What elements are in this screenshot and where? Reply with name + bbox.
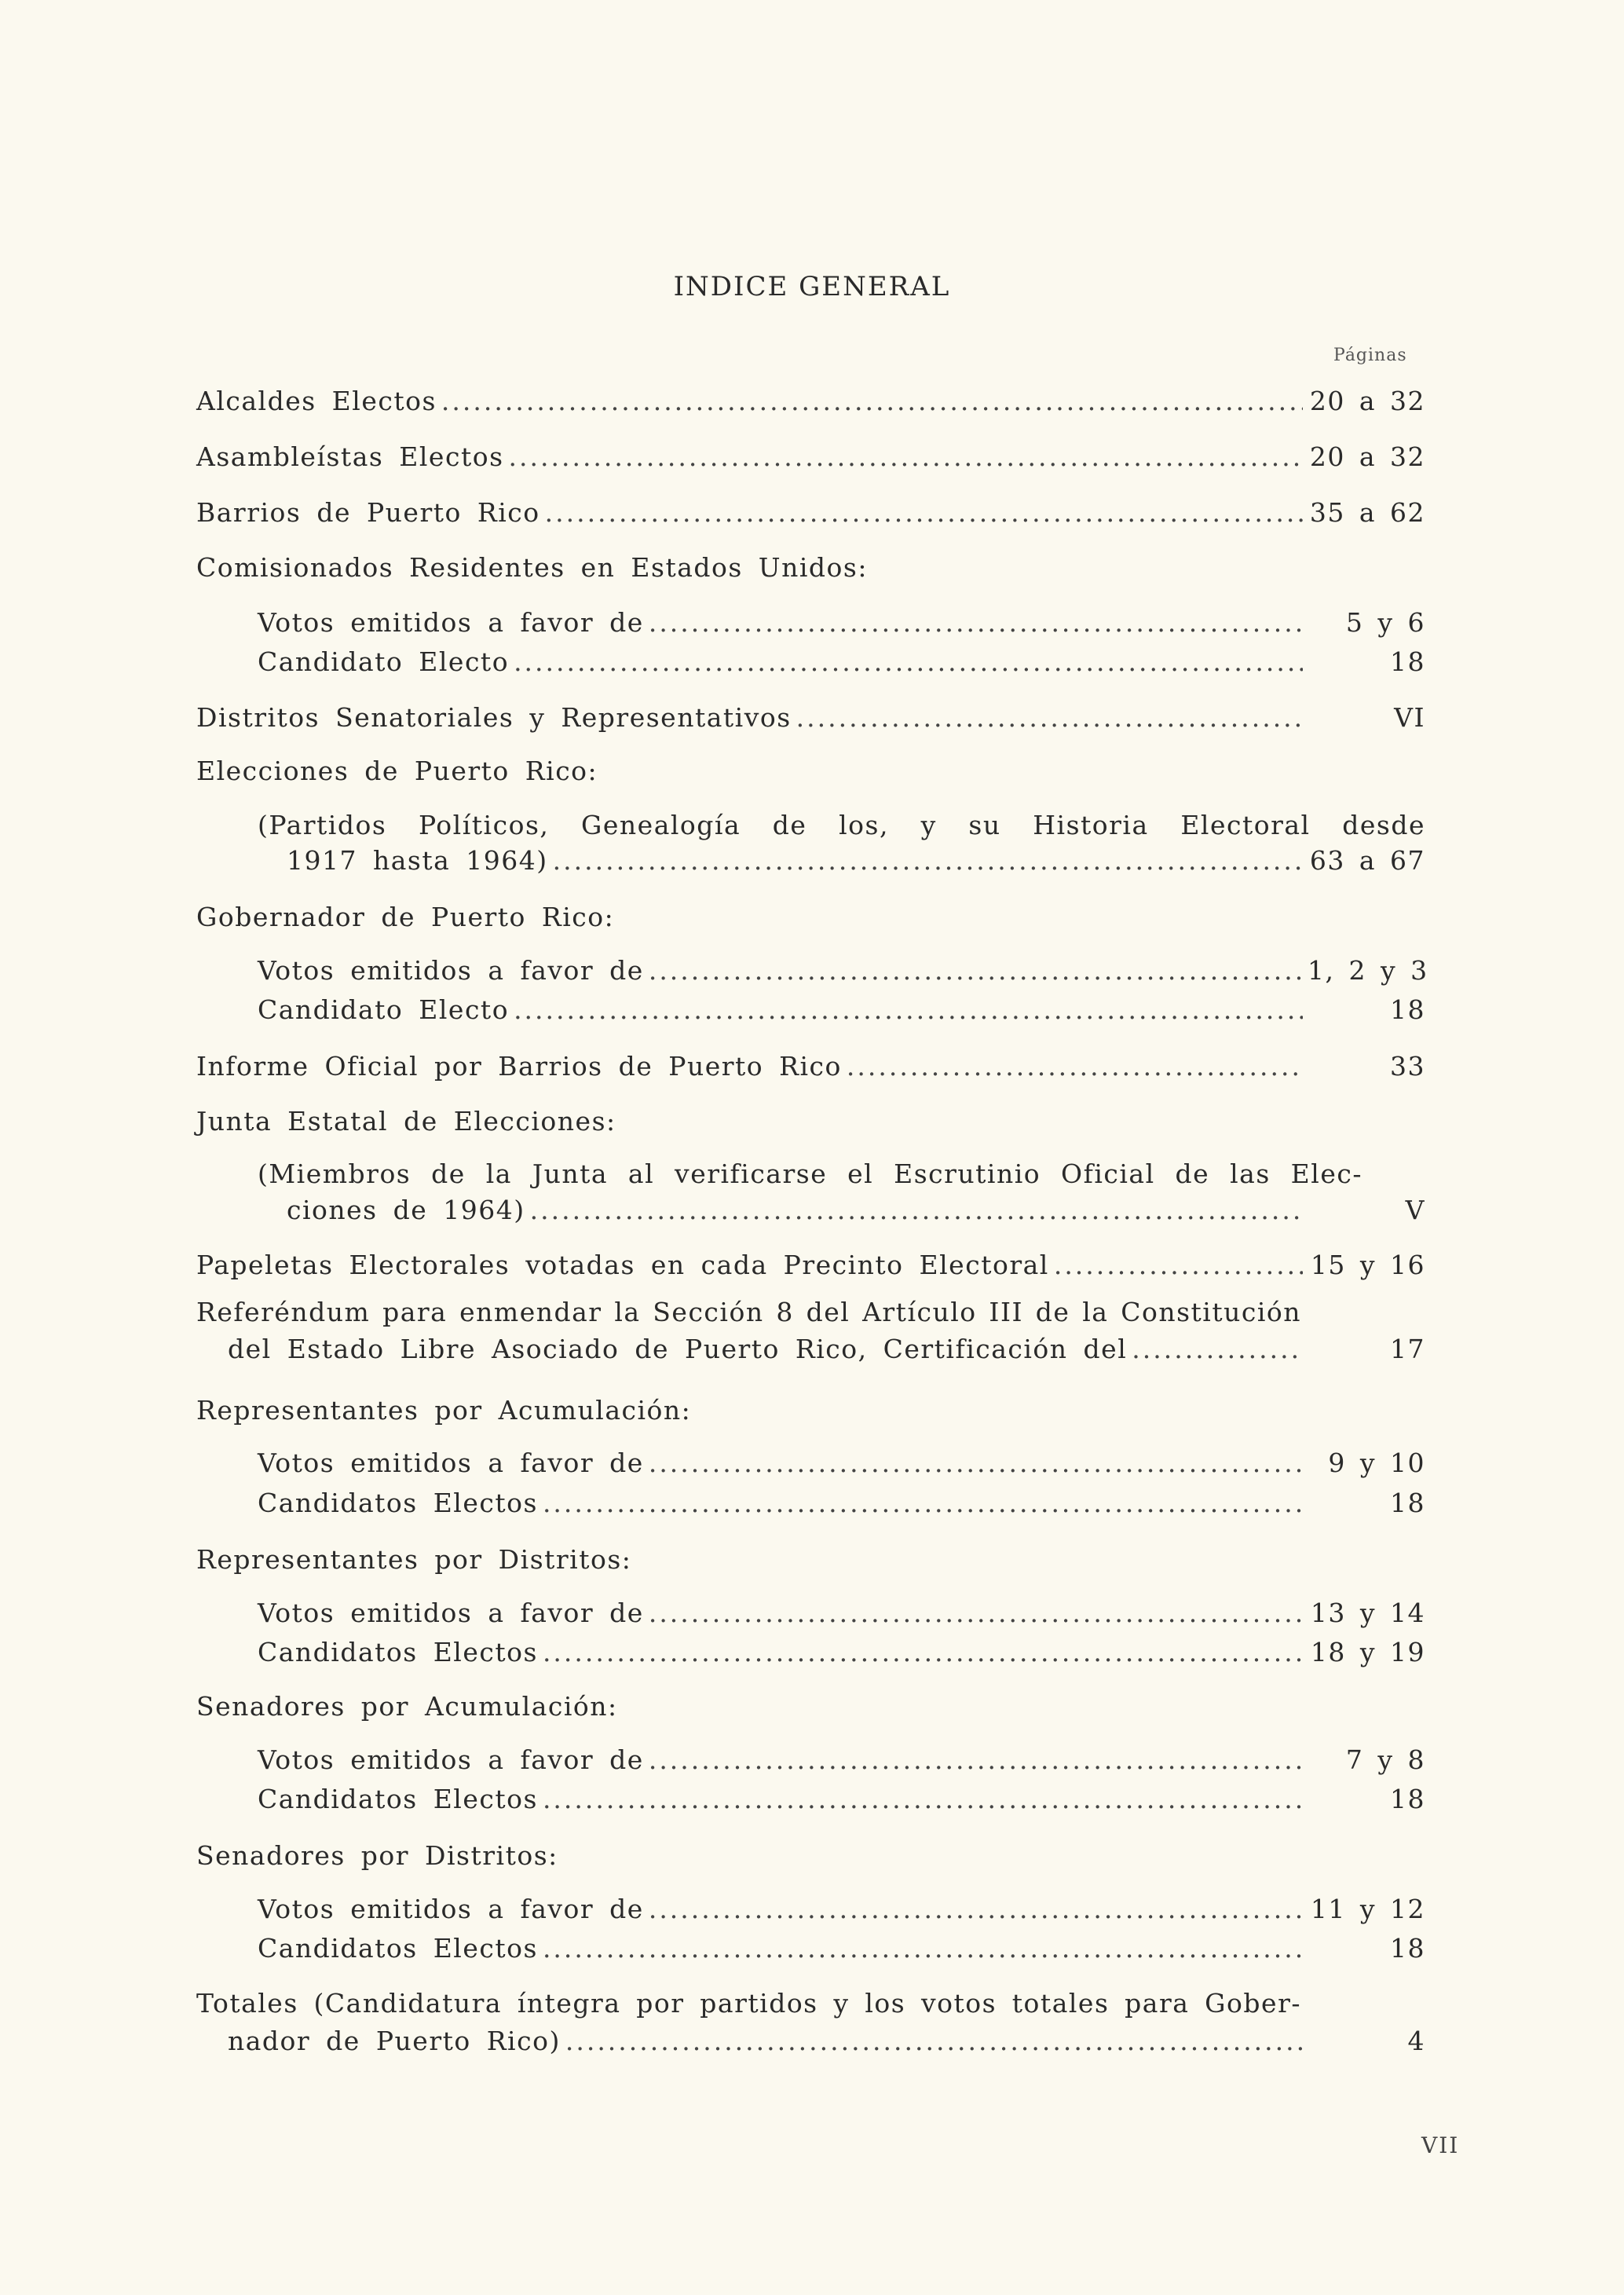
toc-entry-label: Candidatos Electos bbox=[258, 1488, 538, 1518]
toc-entry-label: nador de Puerto Rico) bbox=[228, 2026, 561, 2056]
toc-entry-pages: 18 bbox=[1390, 994, 1425, 1025]
dot-leader bbox=[1054, 1249, 1303, 1282]
toc-entry-pages: 1, 2 y 3 bbox=[1308, 955, 1428, 986]
toc-entry-pages: 15 y 16 bbox=[1310, 1250, 1425, 1280]
toc-entry-referendum[interactable] bbox=[228, 1333, 1425, 1366]
toc-entry-pages: 18 y 19 bbox=[1310, 1637, 1425, 1667]
dot-leader bbox=[543, 1932, 1303, 1965]
toc-heading-junta: Junta Estatal de Elecciones: bbox=[196, 1106, 616, 1137]
dot-leader bbox=[649, 954, 1303, 987]
pages-column-heading: Páginas bbox=[1333, 346, 1407, 365]
dot-leader bbox=[796, 701, 1303, 734]
toc-entry-pages: 5 y 6 bbox=[1345, 607, 1425, 638]
toc-entry-elecciones[interactable] bbox=[287, 844, 1425, 877]
toc-entry-rep-acumulacion-candidatos[interactable] bbox=[258, 1487, 1425, 1520]
toc-entry-label: Candidatos Electos bbox=[258, 1784, 538, 1814]
toc-entry-comisionados-votos[interactable] bbox=[258, 606, 1425, 639]
toc-heading-rep-distritos: Representantes por Distritos: bbox=[196, 1544, 632, 1575]
page-number: VII bbox=[1421, 2132, 1460, 2158]
toc-entry-pages: 9 y 10 bbox=[1328, 1448, 1425, 1478]
toc-heading-sen-acumulacion: Senadores por Acumulación: bbox=[196, 1691, 618, 1722]
toc-entry-rep-distritos-candidatos[interactable] bbox=[258, 1636, 1425, 1669]
toc-entry-pages: 18 bbox=[1390, 1933, 1425, 1964]
toc-entry-label: Asambleístas Electos bbox=[196, 441, 504, 472]
toc-entry-label: Papeletas Electorales votadas en cada Precinto Electoral bbox=[196, 1250, 1049, 1280]
dot-leader bbox=[553, 844, 1303, 877]
toc-entry-label: Alcaldes Electos bbox=[196, 386, 437, 416]
dot-leader bbox=[543, 1487, 1303, 1520]
toc-entry-pages: 11 y 12 bbox=[1310, 1894, 1425, 1924]
dot-leader bbox=[847, 1050, 1303, 1083]
dot-leader bbox=[543, 1783, 1303, 1816]
toc-entry-pages: VI bbox=[1394, 702, 1425, 733]
toc-heading-elecciones: Elecciones de Puerto Rico: bbox=[196, 756, 598, 786]
toc-entry-label: Candidato Electo bbox=[258, 646, 510, 677]
toc-entry-label: Votos emitidos a favor de bbox=[258, 1744, 644, 1775]
toc-entry-pages: 13 y 14 bbox=[1310, 1598, 1425, 1628]
toc-entry-pages: V bbox=[1405, 1195, 1425, 1225]
dot-leader bbox=[514, 646, 1303, 679]
toc-entry-rep-distritos-votos[interactable] bbox=[258, 1597, 1425, 1630]
toc-heading-rep-acumulacion: Representantes por Acumulación: bbox=[196, 1395, 692, 1426]
toc-entry-label: Barrios de Puerto Rico bbox=[196, 497, 540, 528]
toc-entry-pages: 4 bbox=[1407, 2026, 1425, 2056]
dot-leader bbox=[530, 1194, 1303, 1227]
toc-entry-junta-line1: (Miembros de la Junta al verificarse el Escrutinio Oficial de las Elec- bbox=[258, 1158, 1362, 1189]
toc-entry-pages: 18 bbox=[1390, 1784, 1425, 1814]
dot-leader bbox=[565, 2025, 1303, 2058]
toc-entry-junta[interactable] bbox=[287, 1194, 1425, 1227]
toc-entry-label: Candidatos Electos bbox=[258, 1933, 538, 1964]
toc-entry-comisionados-candidato[interactable] bbox=[258, 646, 1425, 679]
toc-entry-label: Candidatos Electos bbox=[258, 1637, 538, 1667]
toc-entry-gobernador-candidato[interactable] bbox=[258, 994, 1425, 1027]
toc-entry-rep-acumulacion-votos[interactable] bbox=[258, 1447, 1425, 1480]
toc-entry-totales-line1: Totales (Candidatura íntegra por partidos y los votos totales para Gober- bbox=[196, 1988, 1301, 2019]
toc-entry-totales[interactable] bbox=[228, 2025, 1425, 2058]
dot-leader bbox=[649, 606, 1303, 639]
toc-entry-label: 1917 hasta 1964) bbox=[287, 845, 548, 876]
toc-entry-pages: 33 bbox=[1390, 1051, 1425, 1082]
toc-entry-label: Distritos Senatoriales y Representativos bbox=[196, 702, 792, 733]
toc-entry-alcaldes[interactable] bbox=[196, 385, 1425, 418]
toc-entry-label: Candidato Electo bbox=[258, 994, 510, 1025]
toc-heading-sen-distritos: Senadores por Distritos: bbox=[196, 1840, 558, 1871]
page-title: INDICE GENERAL bbox=[673, 271, 951, 302]
toc-entry-pages: 20 a 32 bbox=[1309, 441, 1425, 472]
toc-entry-label: ciones de 1964) bbox=[287, 1195, 525, 1225]
toc-entry-label: Votos emitidos a favor de bbox=[258, 955, 644, 986]
toc-entry-label: Votos emitidos a favor de bbox=[258, 1894, 644, 1924]
toc-entry-barrios[interactable] bbox=[196, 496, 1425, 529]
toc-entry-pages: 18 bbox=[1390, 646, 1425, 677]
toc-entry-sen-distritos-candidatos[interactable] bbox=[258, 1932, 1425, 1965]
dot-leader bbox=[441, 385, 1303, 418]
dot-leader bbox=[543, 1636, 1303, 1669]
toc-entry-elecciones-line1: (Partidos Políticos, Genealogía de los, y su Historia Electoral desde bbox=[258, 810, 1425, 840]
dot-leader bbox=[509, 441, 1303, 474]
toc-entry-pages: 17 bbox=[1390, 1334, 1425, 1364]
toc-entry-label: Votos emitidos a favor de bbox=[258, 1598, 644, 1628]
toc-entry-sen-distritos-votos[interactable] bbox=[258, 1893, 1425, 1926]
dot-leader bbox=[649, 1447, 1303, 1480]
toc-entry-pages: 35 a 62 bbox=[1309, 497, 1425, 528]
toc-entry-pages: 20 a 32 bbox=[1309, 386, 1425, 416]
toc-entry-papeletas[interactable] bbox=[196, 1249, 1425, 1282]
dot-leader bbox=[1132, 1333, 1303, 1366]
toc-entry-pages: 7 y 8 bbox=[1345, 1744, 1425, 1775]
toc-heading-gobernador: Gobernador de Puerto Rico: bbox=[196, 902, 615, 932]
toc-entry-label: Votos emitidos a favor de bbox=[258, 1448, 644, 1478]
dot-leader bbox=[545, 496, 1303, 529]
toc-heading-comisionados: Comisionados Residentes en Estados Unidos: bbox=[196, 552, 868, 583]
toc-entry-referendum-line1: Referéndum para enmendar la Sección 8 del Artículo III de la Constitución bbox=[196, 1297, 1301, 1327]
toc-entry-label: Votos emitidos a favor de bbox=[258, 607, 644, 638]
dot-leader bbox=[514, 994, 1303, 1027]
toc-entry-informe[interactable] bbox=[196, 1050, 1425, 1083]
toc-entry-asambleistas[interactable] bbox=[196, 441, 1425, 474]
dot-leader bbox=[649, 1744, 1303, 1777]
toc-entry-label: del Estado Libre Asociado de Puerto Rico, Certificación del bbox=[228, 1334, 1128, 1364]
toc-entry-distritos[interactable] bbox=[196, 701, 1425, 734]
toc-entry-sen-acumulacion-candidatos[interactable] bbox=[258, 1783, 1425, 1816]
toc-entry-pages: 18 bbox=[1390, 1488, 1425, 1518]
toc-entry-gobernador-votos[interactable] bbox=[258, 954, 1428, 987]
toc-entry-label: Informe Oficial por Barrios de Puerto Rico bbox=[196, 1051, 842, 1082]
toc-entry-sen-acumulacion-votos[interactable] bbox=[258, 1744, 1425, 1777]
toc-entry-pages: 63 a 67 bbox=[1309, 845, 1425, 876]
dot-leader bbox=[649, 1893, 1303, 1926]
dot-leader bbox=[649, 1597, 1303, 1630]
